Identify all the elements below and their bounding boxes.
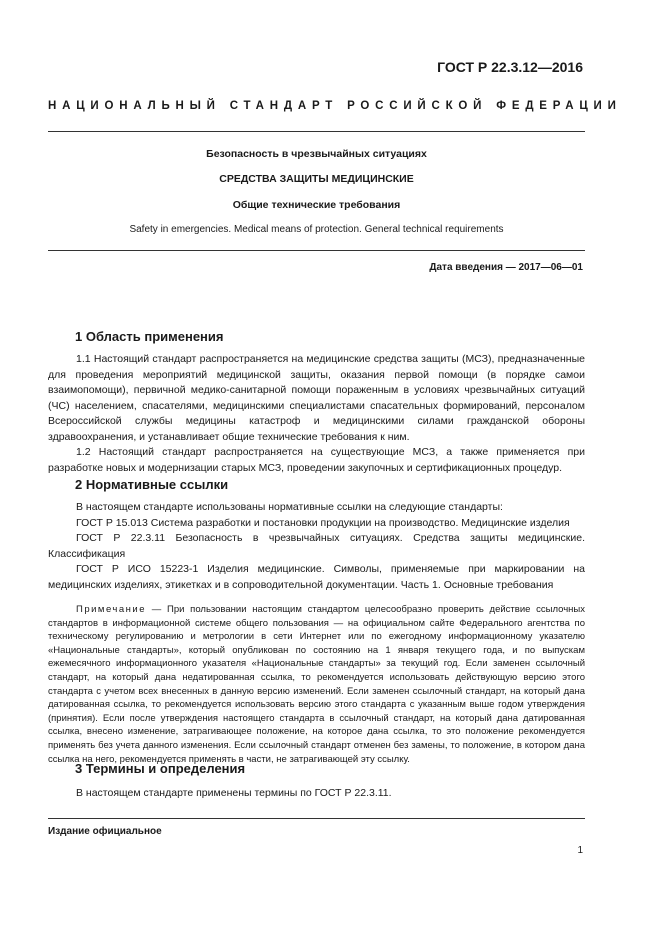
section-1-body	[48, 352, 585, 476]
section-2-heading: 2 Нормативные ссылки	[75, 477, 229, 492]
section-3-paragraph-1: В настоящем стандарте применены термины по ГОСТ Р 22.3.11.	[76, 787, 392, 799]
title-english: Safety in emergencies. Medical means of protection. General technical requirements	[129, 224, 504, 235]
section-2-note	[48, 603, 585, 766]
header-divider	[48, 131, 585, 132]
page-number: 1	[577, 845, 583, 856]
reference-gost-22-3-11: ГОСТ Р 22.3.11 Безопасность в чрезвычайных ситуациях. Средства защиты медицинские. Классификация	[48, 532, 585, 560]
document-number: ГОСТ Р 22.3.12—2016	[437, 59, 583, 75]
footer-divider	[48, 818, 585, 819]
note-label: Примечание	[76, 604, 146, 615]
reference-gost-iso-15223-1: ГОСТ Р ИСО 15223-1 Изделия медицинские. Символы, применяемые при маркировании на медицинских изделиях, этикетках и в сопроводительной документации. Часть 1. Основные требования	[48, 563, 585, 591]
section-3-heading: 3 Термины и определения	[75, 761, 246, 776]
section-1-heading: 1 Область применения	[75, 329, 224, 344]
reference-gost-15013: ГОСТ Р 15.013 Система разработки и постановки продукции на производство. Медицинские изделия	[76, 516, 570, 529]
note-text: — При пользовании настоящим стандартом целесообразно проверить действие ссылочных стандартов в информационной системе общего пользования — на официальном сайте Федерального агентства по техническому регулированию и метрологии в сети Интернет или по ежегодному информационному указателю «Национальные стандарты», который опубликован по состоянию на 1 января текущего года, и по выпускам ежемесячного информационного указателя «Национальные стандарты» за текущий год. Если заменен ссылочный стандарт, на который дана недатированная ссылка, то рекомендуется использовать действующую версию этого стандарта с учетом всех внесенных в данную версию изменений. Если заменен ссылочный стандарт, на который дана датированная ссылка, то рекомендуется использовать версию этого стандарта с указанным выше годом утверждения (принятия). Если после утверждения настоящего стандарта в ссылочный стандарт, на который дана датированная ссылка, внесено изменение, затрагивающее положение, на которое дана ссылка, то это положение рекомендуется применять без учета данного изменения. Если ссылочный стандарт отменен без замены, то положение, в котором дана ссылка на него, рекомендуется применять в части, не затрагивающей эту ссылку.	[48, 604, 585, 765]
section-2-body	[48, 500, 585, 593]
official-edition-label: Издание официальное	[48, 826, 162, 837]
section-1-paragraph-2: 1.2 Настоящий стандарт распространяется на существующие МСЗ, а также применяется при разработке новых и модернизации старых МСЗ, проведении закупочных и сертификационных процедур.	[48, 446, 585, 474]
title-divider	[48, 250, 585, 251]
title-line-2: СРЕДСТВА ЗАЩИТЫ МЕДИЦИНСКИЕ	[219, 173, 414, 185]
national-standard-banner: НАЦИОНАЛЬНЫЙ СТАНДАРТ РОССИЙСКОЙ ФЕДЕРАЦИИ	[48, 100, 622, 112]
section-3-body	[48, 786, 585, 802]
introduction-date: Дата введения — 2017—06—01	[429, 262, 583, 273]
section-1-paragraph-1: 1.1 Настоящий стандарт распространяется на медицинские средства защиты (МСЗ), предназначенные для проведения мероприятий медицинской защиты, оказания первой помощи (в порядке самои взаимопомощи), первичной медико-санитарной помощи пораженным в условиях чрезвычайных ситуаций (ЧС) населением, спасателями, медицинскими специалистами спасательных формирований, персоналом Всероссийской службы медицины катастроф и медицинскими силами гражданской обороны здравоохранения, и устанавливает общие технические требования к ним.	[48, 353, 585, 443]
title-line-1: Безопасность в чрезвычайных ситуациях	[206, 148, 427, 160]
title-line-3: Общие технические требования	[232, 199, 401, 211]
section-2-paragraph-1: В настоящем стандарте использованы нормативные ссылки на следующие стандарты:	[76, 501, 503, 513]
